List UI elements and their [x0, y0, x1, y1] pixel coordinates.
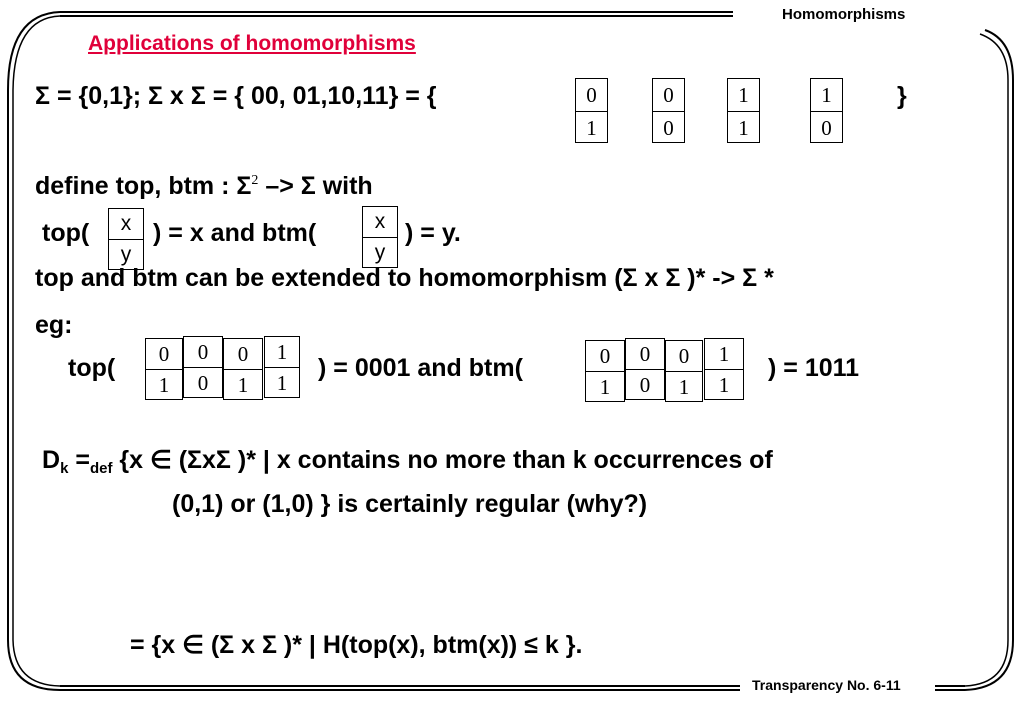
xy-top: x	[363, 207, 397, 238]
example-top-open: top(	[68, 354, 116, 382]
define-suffix: –> Σ with	[258, 172, 373, 200]
dk-d: D	[42, 446, 61, 474]
pair-bottom: 1	[586, 115, 597, 140]
example-middle: ) = 0001 and btm(	[318, 354, 523, 382]
define-line	[35, 172, 373, 201]
pair-bottom: 1	[158, 372, 170, 397]
example-close: ) = 1011	[768, 354, 860, 382]
pair-bottom: 1	[237, 372, 249, 397]
pair-top: 1	[265, 337, 299, 368]
eg-label: eg:	[35, 311, 73, 339]
footer-transparency: Transparency No. 6-11	[752, 677, 901, 693]
example-top-column-3	[264, 336, 300, 398]
pair-top: 1	[705, 339, 743, 370]
dk-def: def	[89, 460, 113, 477]
pair-top: 1	[728, 79, 759, 112]
pair-top: 0	[224, 339, 262, 370]
pair-column-2	[727, 78, 760, 143]
example-btm-column-1	[625, 338, 665, 400]
dk-k: k	[60, 460, 69, 477]
pair-bottom: 1	[738, 115, 749, 140]
xy-bottom: y	[374, 241, 386, 264]
dk-line2: (0,1) or (1,0) } is certainly regular (why?)	[172, 490, 648, 518]
example-btm-column-2	[665, 340, 703, 402]
pair-bottom: 0	[639, 372, 651, 397]
pair-top: 0	[626, 339, 664, 370]
pair-bottom: 1	[276, 370, 288, 395]
pair-column-1	[652, 78, 685, 143]
pair-bottom: 0	[197, 370, 209, 395]
dk-rest: {x ∈ (ΣxΣ )* | x contains no more than k occurrences of	[112, 446, 773, 474]
pair-top: 0	[576, 79, 607, 112]
pair-bottom: 1	[718, 372, 730, 397]
example-top-column-0	[145, 338, 183, 400]
pair-bottom: 0	[663, 115, 674, 140]
pair-bottom: 1	[599, 374, 611, 399]
example-btm-column-3	[704, 338, 744, 400]
pair-top: 1	[811, 79, 842, 112]
slide-title: Applications of homomorphisms	[88, 32, 416, 55]
pair-column-3	[810, 78, 843, 143]
example-top-column-1	[183, 336, 223, 398]
xy-column-top	[108, 208, 144, 270]
pair-bottom: 0	[821, 115, 832, 140]
xy-column-btm	[362, 206, 398, 268]
example-btm-column-0	[585, 340, 625, 402]
top-open: top(	[42, 219, 90, 247]
btm-close: ) = y.	[405, 219, 461, 247]
set-close-brace: }	[897, 82, 907, 110]
pair-top: 0	[653, 79, 684, 112]
top-btm-middle: ) = x and btm(	[153, 219, 317, 247]
example-top-column-2	[223, 338, 263, 400]
xy-top: x	[109, 209, 143, 240]
final-equality: = {x ∈ (Σ x Σ )* | H(top(x), btm(x)) ≤ k }.	[130, 631, 583, 659]
pair-column-0	[575, 78, 608, 143]
define-prefix: define top, btm : Σ	[35, 172, 252, 200]
define-exponent: 2	[251, 173, 259, 188]
dk-definition	[42, 445, 773, 477]
extend-line: top and btm can be extended to homomorphism (Σ x Σ )* -> Σ *	[35, 264, 774, 292]
xy-bottom: y	[120, 243, 132, 266]
pair-top: 0	[666, 341, 702, 372]
sigma-definition: Σ = {0,1}; Σ x Σ = { 00, 01,10,11} = {	[35, 82, 437, 110]
pair-bottom: 1	[678, 374, 690, 399]
pair-top: 0	[184, 337, 222, 368]
dk-eq: =	[68, 446, 90, 474]
header-topic: Homomorphisms	[782, 6, 906, 23]
pair-top: 0	[146, 339, 182, 370]
pair-top: 0	[586, 341, 624, 372]
